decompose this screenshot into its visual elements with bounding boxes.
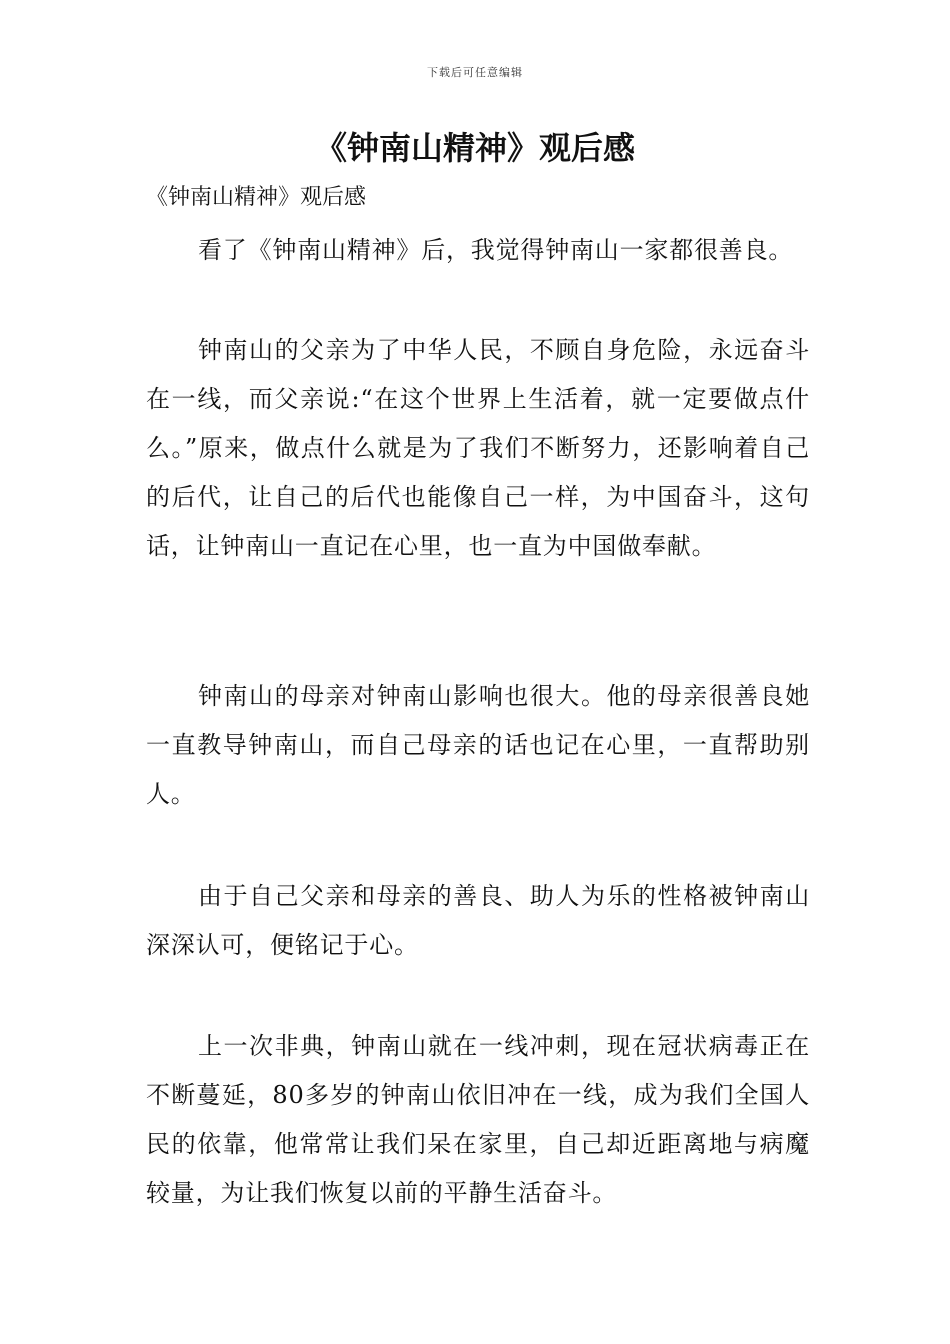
paragraph-3: 钟南山的母亲对钟南山影响也很大。他的母亲很善良她一直教导钟南山，而自己母亲的话也记在心里，一直帮助别人。 bbox=[146, 682, 810, 808]
document-subtitle: 《钟南山精神》观后感 bbox=[146, 185, 367, 210]
document-title: 《钟南山精神》观后感 bbox=[314, 129, 635, 167]
paragraph-2: 钟南山的父亲为了中华人民，不顾自身危险，永远奋斗在一线，而父亲说:“在这个世界上生活着，就一定要做点什么。”原来，做点什么就是为了我们不断努力，还影响着自己的后代，让自己的后代也能像自己一样，为中国奋斗，这句话，让钟南山一直记在心里，也一直为中国做奉献。 bbox=[146, 336, 810, 560]
header-note: 下载后可任意编辑 bbox=[427, 66, 523, 79]
paragraph-1: 看了《钟南山精神》后，我觉得钟南山一家都很善良。 bbox=[198, 236, 794, 264]
paragraph-5: 上一次非典，钟南山就在一线冲刺，现在冠状病毒正在不断蔓延，80多岁的钟南山依旧冲在一线，成为我们全国人民的依靠，他常常让我们呆在家里，自己却近距离地与病魔较量，为让我们恢复以前的平静生活奋斗。 bbox=[146, 1032, 810, 1207]
paragraph-4: 由于自己父亲和母亲的善良、助人为乐的性格被钟南山深深认可，便铭记于心。 bbox=[146, 882, 810, 959]
